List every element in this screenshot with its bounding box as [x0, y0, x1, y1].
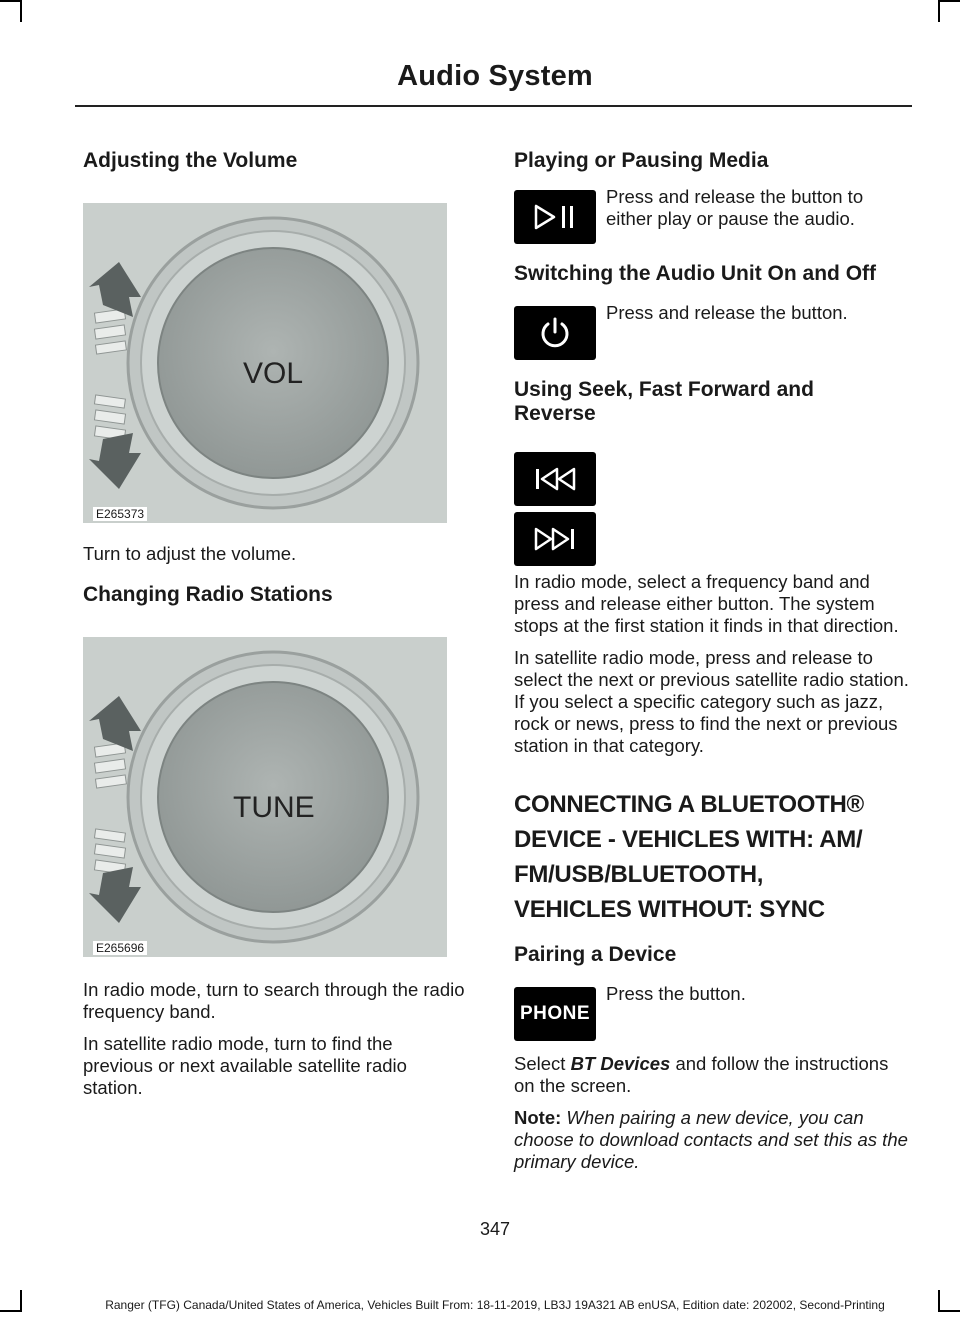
volume-heading: Adjusting the Volume [83, 149, 298, 172]
seek-heading: Using Seek, Fast Forward and Reverse [514, 378, 814, 425]
knob-label: TUNE [233, 791, 315, 824]
volume-text: Turn to adjust the volume. [83, 543, 297, 564]
page-number: 347 [479, 1219, 511, 1239]
seek-forward-icon [514, 512, 596, 566]
page-title: Audio System [397, 60, 593, 92]
crop-mark [0, 0, 22, 2]
pairing-heading: Pairing a Device [514, 943, 677, 966]
volume-knob-illustration [83, 203, 447, 523]
crop-mark [20, 0, 22, 22]
radio-text-2: In satellite radio mode, turn to find the previous or next available satellite radio station. [83, 1033, 407, 1098]
play-pause-icon [514, 190, 596, 244]
bt-devices-label: BT Devices [570, 1053, 671, 1074]
power-icon [514, 306, 596, 360]
radio-heading: Changing Radio Stations [83, 583, 333, 606]
right-column [514, 146, 910, 1173]
select-suffix: and follow the instructions on the screen. [514, 1053, 889, 1096]
note-text: When pairing a new device, you can choose to download contacts and set this as the primary device. [514, 1107, 908, 1172]
tune-knob-illustration [83, 637, 447, 957]
power-heading: Switching the Audio Unit On and Off [514, 262, 877, 285]
left-column [83, 146, 467, 1099]
bluetooth-heading-line: FM/USB/BLUETOOTH, [514, 861, 764, 888]
figure-code: E265696 [93, 941, 147, 955]
select-prefix: Select [514, 1053, 571, 1074]
note-label: Note: [514, 1107, 562, 1128]
seek-text-2: In satellite radio mode, press and release to select the next or previous satellite radio station. If you select a specific category such as jazz, rock or news, press to find the next or previous station in that category. [514, 647, 909, 756]
figure-code: E265373 [93, 507, 147, 521]
knob-label: VOL [243, 357, 304, 390]
volume-knob-figure [83, 203, 447, 523]
play-heading: Playing or Pausing Media [514, 149, 769, 172]
bluetooth-heading-line: CONNECTING A BLUETOOTH® [514, 791, 864, 818]
radio-text-1: In radio mode, turn to search through the radio frequency band. [83, 979, 465, 1022]
page-footer: Ranger (TFG) Canada/United States of America, Vehicles Built From: 18-11-2019, LB3J 19A321 AB enUSA, Edition date: 202002, Second-Printing [105, 1298, 885, 1312]
seek-back-icon [514, 452, 596, 506]
tune-knob-figure [83, 637, 447, 957]
power-text: Press and release the button. [606, 302, 848, 323]
bluetooth-heading-line: VEHICLES WITHOUT: SYNC [514, 896, 825, 923]
phone-button-icon [514, 987, 596, 1041]
play-text: Press and release the button to either play or pause the audio. [606, 186, 864, 229]
bluetooth-heading [514, 787, 910, 927]
phone-button-label: PHONE [519, 1003, 591, 1024]
bluetooth-heading-line: DEVICE - VEHICLES WITH: AM/ [514, 826, 863, 853]
pairing-select-text [514, 1053, 910, 1097]
pairing-press-text: Press the button. [606, 983, 746, 1004]
seek-text-1: In radio mode, select a frequency band and press and release either button. The system stops at the first station it finds in that direction. [514, 571, 899, 636]
pairing-note [514, 1107, 910, 1173]
crop-mark [938, 0, 940, 22]
crop-mark [938, 0, 960, 2]
header-divider [75, 105, 912, 107]
